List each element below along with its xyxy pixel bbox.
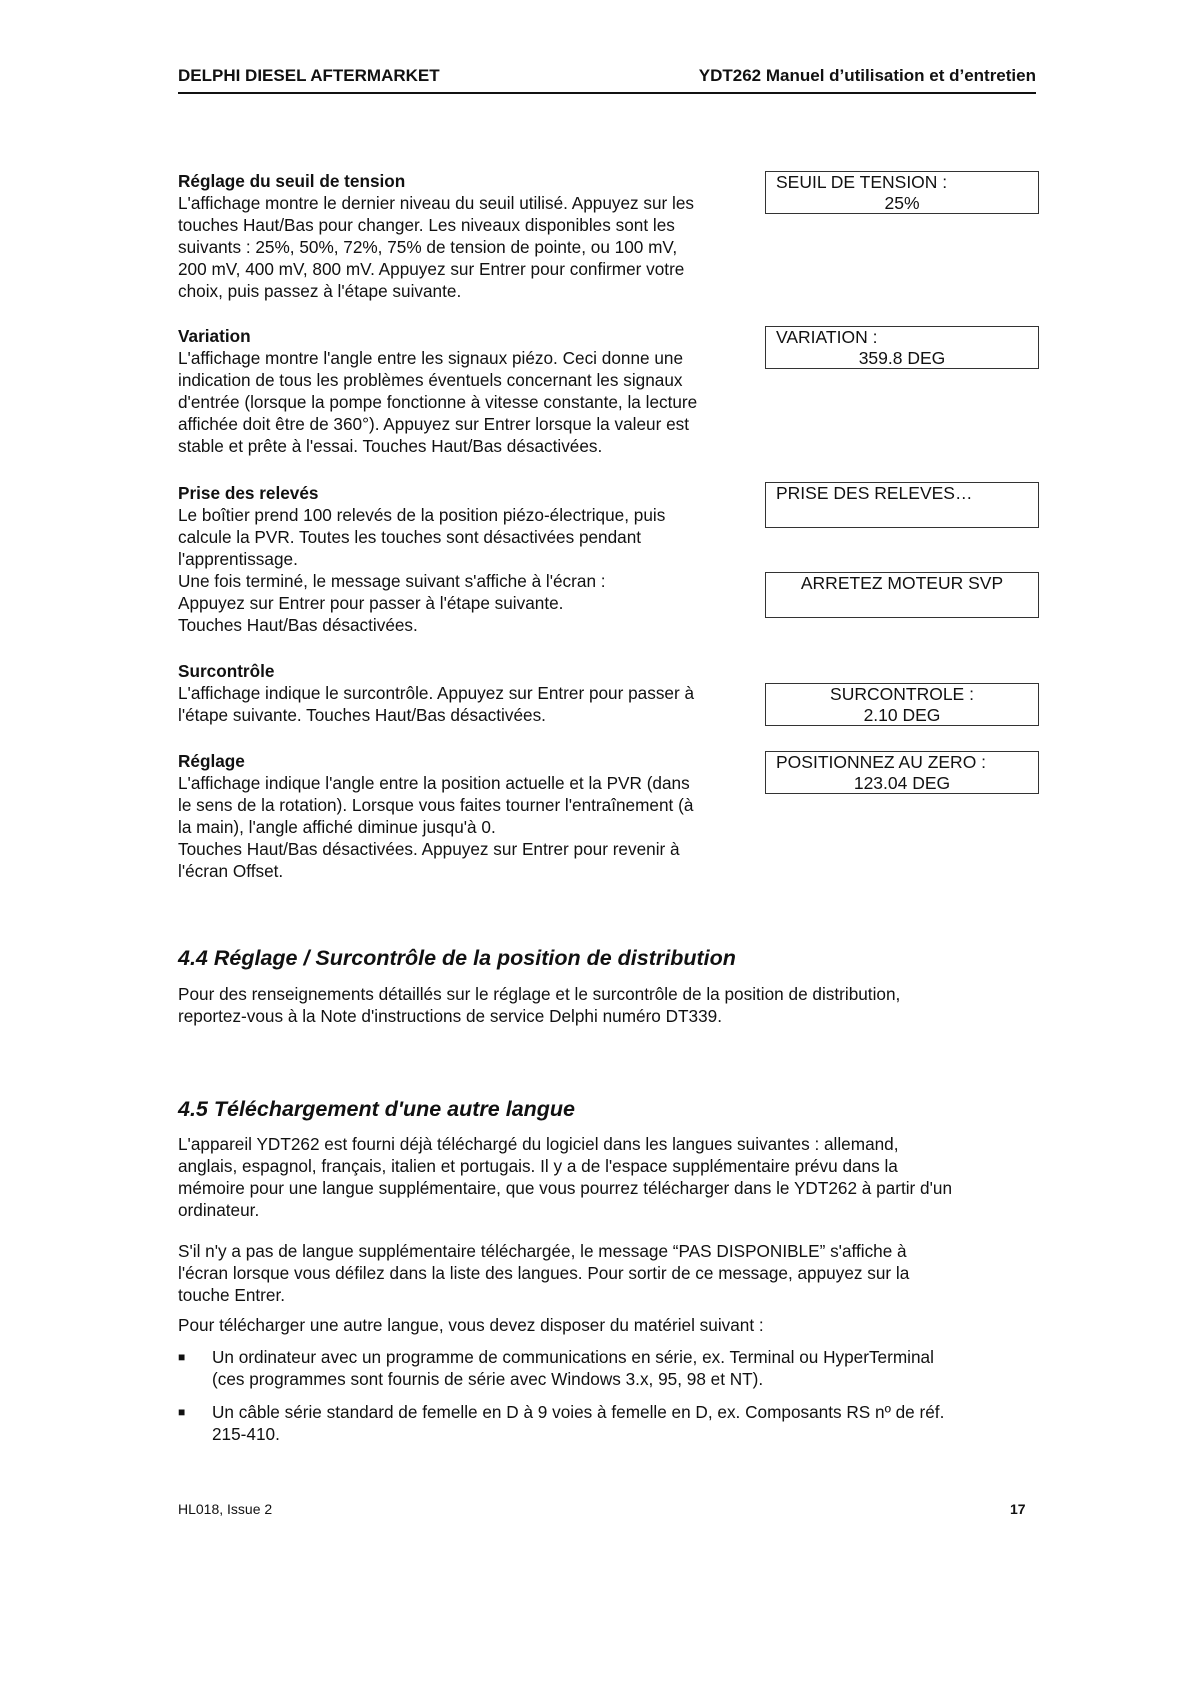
- display-line: POSITIONNEZ AU ZERO :: [776, 752, 987, 772]
- text-line: Touches Haut/Bas désactivées.: [178, 615, 418, 635]
- section-seuil-tension: [178, 170, 758, 302]
- page-header: [178, 66, 1036, 94]
- section-title: Surcontrôle: [178, 661, 275, 681]
- header-manual-title: YDT262 Manuel d’utilisation et d’entretien: [698, 66, 1036, 85]
- header-company: DELPHI DIESEL AFTERMARKET: [178, 66, 440, 85]
- heading-4-4: 4.4 Réglage / Surcontrôle de la position de distribution: [178, 946, 736, 970]
- display-value: 123.04 DEG: [853, 773, 951, 793]
- text-line: L'affichage indique l'angle entre la position actuelle et la PVR (dans: [178, 773, 690, 793]
- text-line: affichée doit être de 360°). Appuyez sur Entrer lorsque la valeur est: [178, 414, 690, 434]
- text-line: Le boîtier prend 100 relevés de la position piézo-électrique, puis: [178, 505, 666, 525]
- text-line: Touches Haut/Bas désactivées. Appuyez sur Entrer pour revenir à: [178, 839, 680, 859]
- display-variation: [765, 326, 1039, 369]
- bullet-icon: ■: [178, 1405, 186, 1419]
- text-line: mémoire pour une langue supplémentaire, que vous pourrez télécharger dans le YDT262 à partir d'un: [178, 1178, 952, 1198]
- display-line: ARRETEZ MOTEUR SVP: [800, 573, 1004, 593]
- text-line: l'écran Offset.: [178, 861, 284, 881]
- section-prise-releves: [178, 482, 758, 636]
- text-line: L'affichage indique le surcontrôle. Appuyez sur Entrer pour passer à: [178, 683, 695, 703]
- footer-issue: HL018, Issue 2: [178, 1501, 273, 1517]
- section-title: Réglage du seuil de tension: [178, 171, 406, 191]
- text-line: Pour des renseignements détaillés sur le réglage et le surcontrôle de la position de distribution,: [178, 984, 901, 1004]
- section-title: Réglage: [178, 751, 245, 771]
- text-line: Un ordinateur avec un programme de communications en série, ex. Terminal ou HyperTerminal: [212, 1347, 934, 1367]
- paragraph-4-4: [178, 983, 1048, 1027]
- text-line: calcule la PVR. Toutes les touches sont désactivées pendant: [178, 527, 642, 547]
- section-title: Prise des relevés: [178, 483, 319, 503]
- display-value: 2.10 DEG: [863, 705, 941, 725]
- text-line: (ces programmes sont fournis de série avec Windows 3.x, 95, 98 et NT).: [212, 1369, 764, 1389]
- paragraph-4-5-intro: [178, 1133, 1048, 1221]
- display-line: VARIATION :: [776, 327, 878, 347]
- display-positionnez-zero: [765, 751, 1039, 794]
- text-line: l'apprentissage.: [178, 549, 298, 569]
- text-line: d'entrée (lorsque la pompe fonctionne à vitesse constante, la lecture: [178, 392, 698, 412]
- display-value: 359.8 DEG: [858, 348, 946, 368]
- display-arretez-moteur: [765, 572, 1039, 618]
- page-number: 17: [1010, 1501, 1026, 1517]
- text-line: L'affichage montre l'angle entre les signaux piézo. Ceci donne une: [178, 348, 684, 368]
- text-line: choix, puis passez à l'étape suivante.: [178, 281, 462, 301]
- text-line: 200 mV, 400 mV, 800 mV. Appuyez sur Entrer pour confirmer votre: [178, 259, 685, 279]
- text-line: la main), l'angle affiché diminue jusqu'à 0.: [178, 817, 496, 837]
- display-line: PRISE DES RELEVES…: [776, 483, 973, 503]
- heading-4-5: 4.5 Téléchargement d'une autre langue: [178, 1097, 576, 1121]
- display-prise-releves: [765, 482, 1039, 528]
- display-value: 25%: [884, 193, 920, 213]
- text-line: ordinateur.: [178, 1200, 260, 1220]
- text-line: Appuyez sur Entrer pour passer à l'étape suivante.: [178, 593, 564, 613]
- text-line: indication de tous les problèmes éventuels concernant les signaux: [178, 370, 683, 390]
- text-line: reportez-vous à la Note d'instructions de service Delphi numéro DT339.: [178, 1006, 722, 1026]
- text-line: le sens de la rotation). Lorsque vous faites tourner l'entraînement (à: [178, 795, 694, 815]
- section-title: Variation: [178, 326, 251, 346]
- text-line: Une fois terminé, le message suivant s'affiche à l'écran :: [178, 571, 606, 591]
- text-line: Un câble série standard de femelle en D à 9 voies à femelle en D, ex. Composants RS nº de réf.: [212, 1402, 945, 1422]
- text-line: L'appareil YDT262 est fourni déjà téléchargé du logiciel dans les langues suivantes : allemand,: [178, 1134, 899, 1154]
- text-line: S'il n'y a pas de langue supplémentaire téléchargée, le message “PAS DISPONIBLE” s'affiche à: [178, 1241, 907, 1261]
- paragraph-4-5-pas-disponible: [178, 1240, 1048, 1306]
- bullet-icon: ■: [178, 1350, 186, 1364]
- section-reglage: [178, 750, 758, 882]
- display-surcontrole: [765, 683, 1039, 726]
- text-line: 215-410.: [212, 1424, 280, 1444]
- text-line: l'étape suivante. Touches Haut/Bas désactivées.: [178, 705, 546, 725]
- text-line: L'affichage montre le dernier niveau du seuil utilisé. Appuyez sur les: [178, 193, 695, 213]
- display-line: SURCONTROLE :: [830, 684, 974, 704]
- text-line: suivants : 25%, 50%, 72%, 75% de tension de pointe, ou 100 mV,: [178, 237, 678, 257]
- section-surcontrole: [178, 660, 758, 726]
- text-line: touches Haut/Bas pour changer. Les niveaux disponibles sont les: [178, 215, 675, 235]
- text-line: touche Entrer.: [178, 1285, 286, 1305]
- display-line: SEUIL DE TENSION :: [776, 172, 948, 192]
- text-line: anglais, espagnol, français, italien et portugais. Il y a de l'espace supplémentaire prévu dans la: [178, 1156, 898, 1176]
- text-line: l'écran lorsque vous défilez dans la liste des langues. Pour sortir de ce message, appuyez sur la: [178, 1263, 910, 1283]
- display-seuil-tension: [765, 171, 1039, 214]
- section-variation: [178, 325, 758, 457]
- paragraph-4-5-materiel: Pour télécharger une autre langue, vous devez disposer du matériel suivant :: [178, 1315, 764, 1335]
- text-line: stable et prête à l'essai. Touches Haut/Bas désactivées.: [178, 436, 603, 456]
